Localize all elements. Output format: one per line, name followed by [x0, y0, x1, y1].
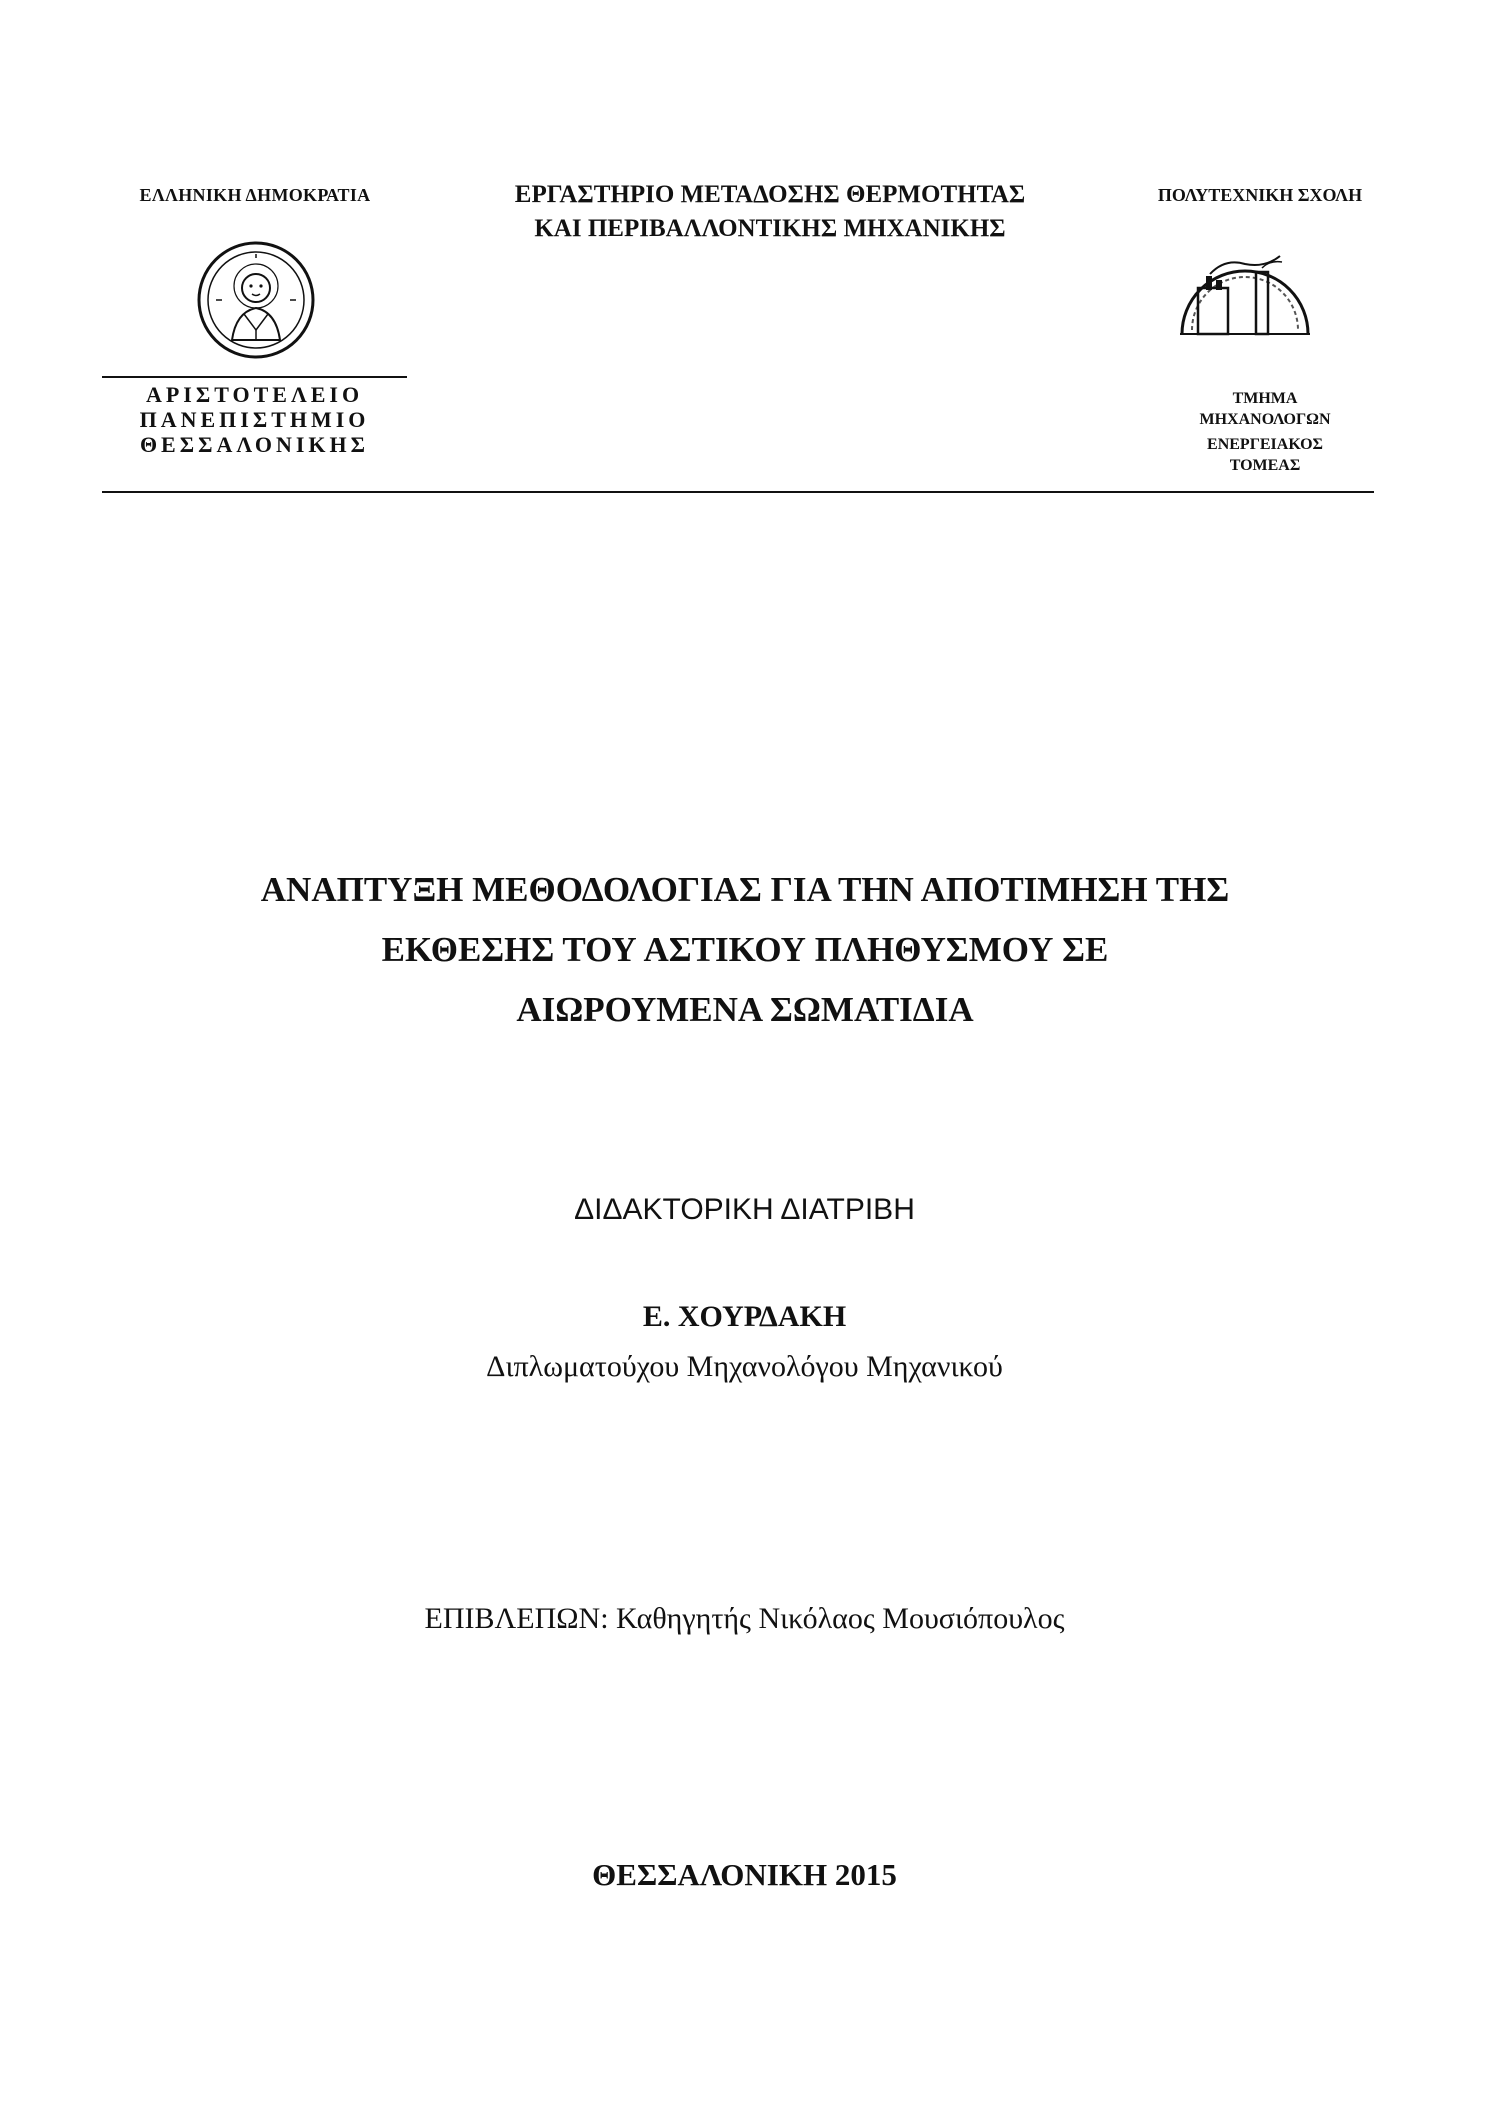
laboratory-name-line2: ΚΑΙ ΠΕΡΙΒΑΛΛΟΝΤΙΚΗΣ ΜΗΧΑΝΙΚΗΣ	[534, 215, 1006, 242]
university-name-line2: ΠΑΝΕΠΙΣΤΗΜΙΟ	[139, 407, 370, 432]
supervisor-line: ΕΠΙΒΛΕΠΩΝ: Καθηγητής Νικόλαος Μουσιόπουλος	[424, 1602, 1065, 1635]
document-type: ΔΙΔΑΚΤΟΡΙΚΗ ΔΙΑΤΡΙΒΗ	[574, 1193, 915, 1226]
thesis-title-line3: ΑΙΩΡΟΥΜΕΝΑ ΣΩΜΑΤΙΔΙΑ	[516, 990, 974, 1029]
department-name	[1120, 388, 1410, 476]
university-divider	[102, 376, 407, 378]
department-name-line4: ΤΟΜΕΑΣ	[1229, 457, 1301, 474]
thesis-title	[100, 860, 1390, 1040]
laboratory-name-line1: ΕΡΓΑΣΤΗΡΙΟ ΜΕΤΑΔΟΣΗΣ ΘΕΡΜΟΤΗΤΑΣ	[514, 181, 1026, 208]
place-year: ΘΕΣΣΑΛΟΝΙΚΗ 2015	[592, 1857, 897, 1892]
author-name: Ε. ΧΟΥΡΔΑΚΗ	[642, 1300, 847, 1333]
university-name-line1: ΑΡΙΣΤΟΤΕΛΕΙΟ	[145, 382, 364, 407]
department-name-line1: ΤΜΗΜΑ	[1232, 390, 1298, 407]
university-name	[102, 382, 407, 457]
header-divider	[102, 491, 1374, 493]
hellenic-republic-label: ΕΛΛΗΝΙΚΗ ΔΗΜΟΚΡΑΤΙΑ	[139, 185, 371, 205]
thesis-title-line1: ΑΝΑΠΤΥΞΗ ΜΕΘΟΔΟΛΟΓΙΑΣ ΓΙΑ ΤΗΝ ΑΠΟΤΙΜΗΣΗ ΤΗΣ	[260, 870, 1230, 909]
university-seal-icon	[196, 240, 316, 360]
author-degree: Διπλωματούχου Μηχανολόγου Μηχανικού	[486, 1350, 1003, 1383]
department-name-line3: ΕΝΕΡΓΕΙΑΚΟΣ	[1207, 436, 1323, 453]
polytechnic-school-label: ΠΟΛΥΤΕΧΝΙΚΗ ΣΧΟΛΗ	[1157, 185, 1363, 205]
thesis-title-line2: ΕΚΘΕΣΗΣ ΤΟΥ ΑΣΤΙΚΟΥ ΠΛΗΘΥΣΜΟΥ ΣΕ	[381, 930, 1109, 969]
laboratory-name	[440, 178, 1100, 246]
faculty-logo-icon	[1170, 238, 1320, 346]
university-name-line3: ΘΕΣΣΑΛΟΝΙΚΗΣ	[139, 432, 370, 457]
department-name-line2: ΜΗΧΑΝΟΛΟΓΩΝ	[1199, 411, 1331, 428]
